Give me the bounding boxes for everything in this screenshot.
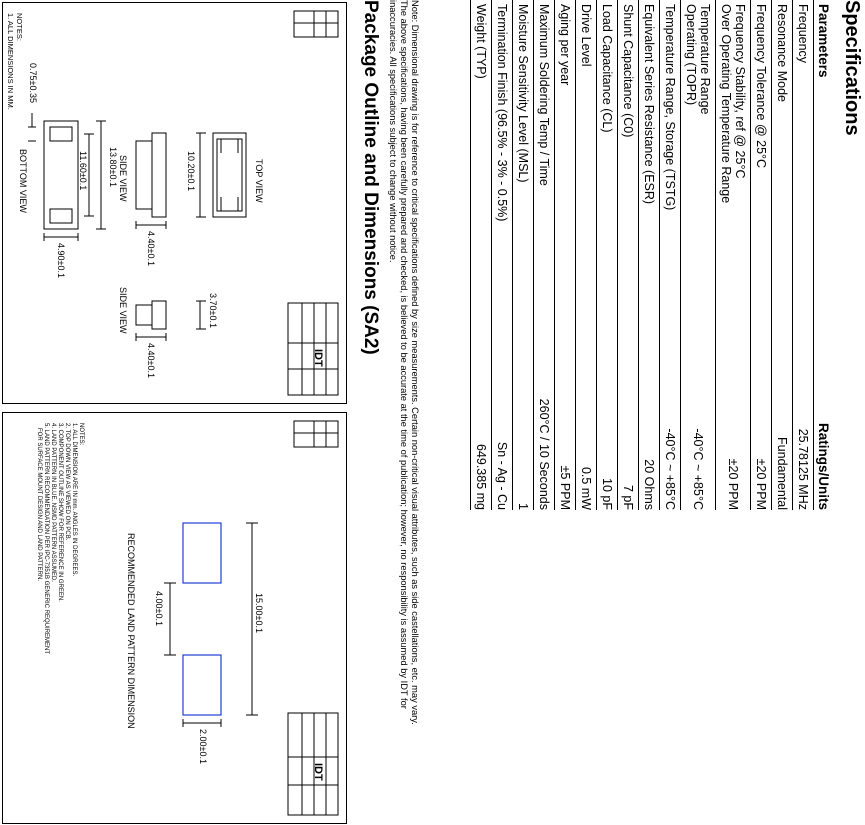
param-cell [597,0,618,337]
value-cell: ±5 PPM [555,337,576,510]
table-row [597,0,618,510]
package-outline-title: Package Outline and Dimensions (SA2) [360,0,381,355]
land-idt-logo: IDT [312,763,324,781]
side-view-label: SIDE VIEW [118,155,128,202]
table-row [716,0,751,510]
value-cell: -40°C ~ +85°C [681,337,716,510]
table-header-row [814,0,834,510]
value-cell: 25.78125 MHz [793,337,814,510]
table-row [471,0,492,510]
side-view2-dim-w-label: 3.70±0.1 [208,293,218,328]
header-ratings-units: Ratings/Units [814,337,834,510]
table-row [681,0,716,510]
side-view-dim-label: 4.40±0.1 [146,231,156,266]
package-outline-svg [3,3,346,403]
value-cell: 7 pF [618,337,639,510]
param-text: Temperature Range, Storage (TSTG) [663,4,677,211]
value-cell: 20 Ohms [639,337,660,510]
param-text: Equivalent Series Resistance (ESR) [642,4,656,205]
param-text: Frequency Stability, ref @ 25°C [733,4,747,179]
top-view-dim-label: 10.20±0.1 [186,151,196,191]
side-view-body [152,133,166,217]
param-text: Moisture Sensitivity Level (MSL) [516,4,530,183]
side-view2-dim-h-label: 4.40±0.1 [146,343,156,378]
drawing-notes-title: NOTES: [15,13,24,41]
package-outline-drawing [2,2,347,404]
table-row [618,0,639,510]
param-text: Drive Level [579,4,593,67]
table-row [660,0,681,510]
param-text: Termination Finish (96.5% - 3% - 0.5%) [495,4,509,222]
side-view2-body [152,301,166,329]
land-pad-left [183,523,221,583]
param-cell [576,0,597,337]
table-row [772,0,793,510]
param-text: Temperature Range [698,4,712,115]
table-row [534,0,555,510]
top-view-marks [221,139,238,211]
param-cell [660,0,681,337]
param-cell [639,0,660,337]
table-row [576,0,597,510]
land-pattern-title: RECOMMENDED LAND PATTERN DIMENSION [126,533,136,729]
value-cell: ±20 PPM [751,337,772,510]
value-cell: Sn - Ag - Cu [492,337,513,510]
param-cell [618,0,639,337]
table-row [639,0,660,510]
param-cell [492,0,513,337]
land-revision-block [294,421,338,447]
value-cell: 0.5 mW [576,337,597,510]
bottom-dim-height [44,233,78,241]
param-cell [772,0,793,337]
revision-block-grid [294,11,338,37]
param-cell [793,0,814,337]
land-dim-gap-line [164,583,176,655]
idt-logo: IDT [312,349,324,367]
table-row [513,0,534,510]
param-text: Frequency Tolerance @ 25°C [754,4,768,169]
land-pad-right [183,655,221,715]
bottom-pad-right [50,209,72,223]
note-line-1: Note: Dimensional drawing is for reference to critical specifications defined by size measurements. Certain non-critical visual attributes, such as side castellations, etc. may vary. [410,0,420,725]
param-text: Aging per year [558,4,572,86]
side-view-lid [136,141,152,209]
value-cell: ±20 PPM [716,337,751,510]
drawing-notes-line: 1. ALL DIMENSIONS IN MM. [6,13,15,110]
bottom-dim-total-label: 13.80±0.1 [108,147,118,187]
note-line-2: The above specifications, having been carefully prepared and checked, is believed to be accurate at the time of publication; however, no responsibility is assumed by IDT for [399,0,409,709]
value-cell: Fundamental [772,337,793,510]
side-view2-label: SIDE VIEW [118,287,128,334]
side-view-dim-line [136,221,166,229]
bottom-dim-height-label: 4.90±0.1 [56,243,66,278]
bottom-view-label: BOTTOM VIEW [18,149,28,213]
value-cell: 649.385 mg [471,337,492,510]
param-text: Maximum Soldering Temp / Time [537,4,551,186]
param-cell [751,0,772,337]
param-cell [513,0,534,337]
side-view2-dim-h [136,333,166,341]
param-cell [716,0,751,337]
header-parameters: Parameters [814,0,834,337]
param-text: Resonance Mode [775,4,789,102]
top-view-dim-line [196,133,206,217]
value-cell: -40°C ~ +85°C [660,337,681,510]
param-text: Frequency [796,4,810,64]
top-view-outline [213,133,246,217]
table-row [555,0,576,510]
specifications-title: Specifications [841,0,863,136]
table-row [492,0,513,510]
bottom-pad-left [50,127,72,141]
param-cell [681,0,716,337]
bottom-dim-pad-label: 0.75±0.35 [28,63,38,103]
bottom-dim-total [96,121,106,229]
table-row [793,0,814,510]
note-line-3: inaccuracies. All specifications subject to change without notice. [388,0,398,263]
param-text-line2: Operating (TOPR) [684,4,698,106]
value-cell: 1 [513,337,534,510]
revision-block [294,11,338,37]
specifications-table [470,0,833,510]
param-cell [534,0,555,337]
land-dim-pad-line [183,719,221,727]
specifications-body [471,0,814,510]
side-view2-dim-w [196,301,206,329]
bottom-dim-inner-label: 11.60±0.1 [78,151,88,191]
land-revision-block-grid [294,421,338,447]
param-cell [555,0,576,337]
param-text: Shunt Capacitance (C0) [621,4,635,138]
table-row [751,0,772,510]
land-pattern-notes: NOTES: 1. ALL DIMENSION ARE IN mm. ANGLES IN DEGREES. 2. TOP DOWN VIEW AS VIEWED ON PCB. 3. COMPONENT OUTLINE SHOW FOR REFERENCE IN GREEN. 4. LAND PATTERN IN BLUE. NSMD PATTERN ASSUMED. 5. LAND PATTERN RECOMMENDATION PER IPC-7351B GENERIC REQUIREMENT FOR SURFACE MOUNT DESIGN AND LAND PATTERN. [36,423,84,655]
param-cell [471,0,492,337]
land-dim-gap-label: 4.00±0.1 [154,591,164,626]
param-text: Weight (TYP) [474,4,488,79]
param-text: Load Capacitance (CL) [600,4,614,133]
param-text-line2: Over Operating Temperature Range [719,4,733,204]
land-dim-total-label: 15.00±0.1 [254,593,264,633]
dimensional-note [387,0,420,825]
bottom-dim-pad [28,113,36,141]
bottom-view-outline [44,121,78,229]
side-view2-lid [136,305,152,325]
value-cell: 10 pF [597,337,618,510]
top-view-label: TOP VIEW [254,159,264,203]
value-cell: 260°C / 10 Seconds [534,337,555,510]
land-pattern-drawing [2,412,347,824]
land-dim-pad-label: 2.00±0.1 [198,729,208,764]
